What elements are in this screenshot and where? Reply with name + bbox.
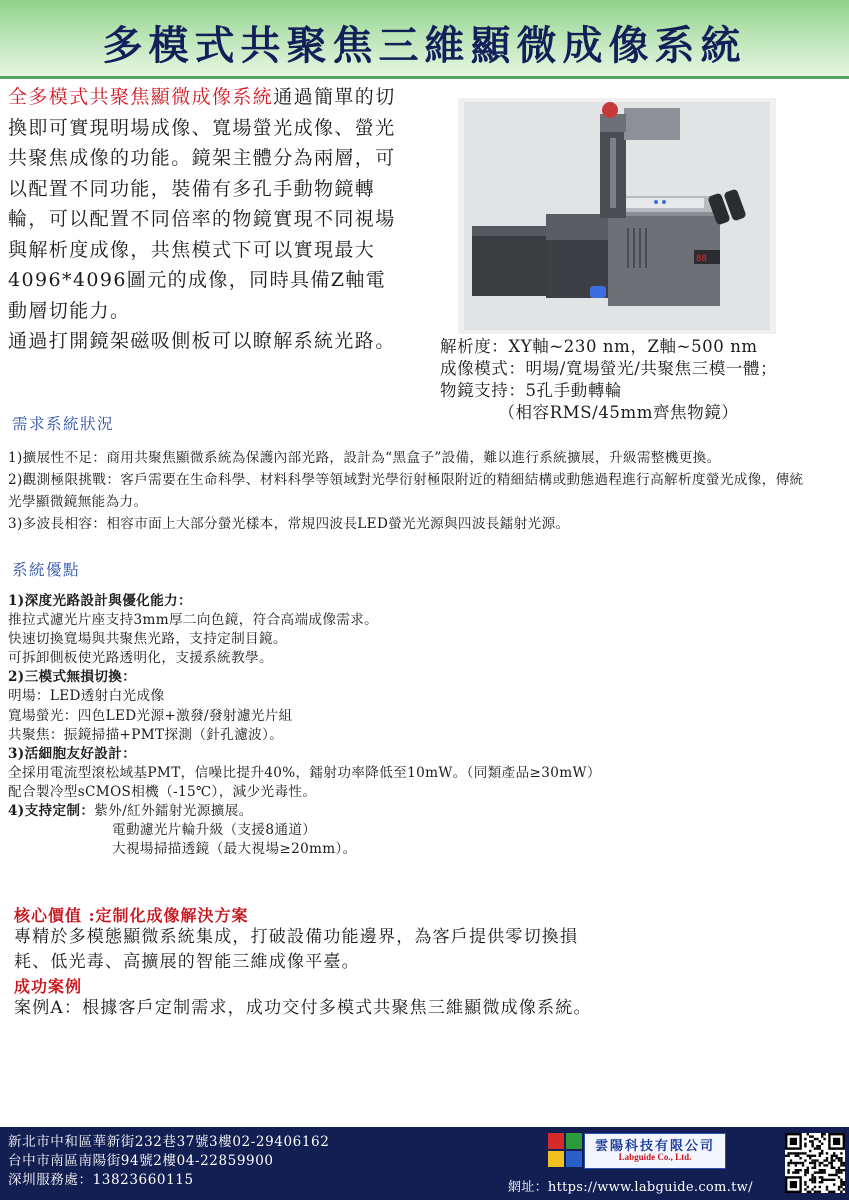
qr-module — [823, 1133, 825, 1135]
qr-module — [814, 1167, 816, 1169]
qr-module — [809, 1155, 811, 1157]
qr-module — [821, 1181, 823, 1183]
qr-module — [804, 1152, 806, 1154]
spec-list — [440, 336, 849, 424]
spec-imaging-mode: 成像模式：明場/寬場螢光/共聚焦三模一體； — [440, 359, 778, 378]
qr-module — [838, 1157, 840, 1159]
qr-module — [838, 1169, 840, 1171]
qr-module — [821, 1150, 823, 1152]
qr-module — [840, 1164, 842, 1166]
core-value-title: 核心價值 :定制化成像解決方案 — [14, 906, 249, 925]
qr-module — [807, 1155, 809, 1157]
qr-module — [821, 1179, 823, 1181]
qr-module — [814, 1147, 816, 1149]
qr-module — [795, 1164, 797, 1166]
qr-module — [787, 1164, 789, 1166]
qr-module — [814, 1191, 816, 1193]
qr-module — [790, 1152, 792, 1154]
qr-module — [826, 1186, 828, 1188]
qr-module — [797, 1169, 799, 1171]
qr-module — [809, 1162, 811, 1164]
qr-module — [821, 1152, 823, 1154]
qr-module — [831, 1174, 833, 1176]
logo-mark-icon — [548, 1133, 582, 1167]
adv-line: 電動濾光片輪升級（支援8通道） — [112, 822, 317, 839]
qr-module — [809, 1140, 811, 1142]
qr-module — [804, 1181, 806, 1183]
left-light-box — [472, 226, 552, 296]
qr-module — [802, 1162, 804, 1164]
adv-heading: 4)支持定制： — [8, 803, 95, 820]
qr-module — [807, 1186, 809, 1188]
qr-module — [804, 1174, 806, 1176]
qr-module — [797, 1152, 799, 1154]
spec-objective: 物鏡支持：5孔手動轉輪 — [440, 381, 623, 400]
qr-module — [821, 1133, 823, 1135]
slide — [620, 198, 704, 208]
qr-module — [807, 1167, 809, 1169]
qr-module — [840, 1181, 842, 1183]
adv-heading: 3)活細胞友好設計： — [8, 745, 137, 762]
qr-module — [821, 1169, 823, 1171]
qr-module — [816, 1159, 818, 1161]
qr-module — [826, 1188, 828, 1190]
qr-module — [811, 1143, 813, 1145]
qr-module — [814, 1159, 816, 1161]
qr-module — [833, 1159, 835, 1161]
qr-module — [835, 1174, 837, 1176]
qr-module — [811, 1167, 813, 1169]
qr-module — [804, 1138, 806, 1140]
qr-module — [840, 1169, 842, 1171]
qr-module — [828, 1174, 830, 1176]
qr-module — [814, 1186, 816, 1188]
qr-module — [819, 1171, 821, 1173]
qr-module — [835, 1157, 837, 1159]
qr-module — [795, 1155, 797, 1157]
page-title: 多模式共聚焦三維顯微成像系統 — [102, 22, 747, 69]
qr-module — [809, 1150, 811, 1152]
qr-module — [795, 1152, 797, 1154]
qr-module — [823, 1179, 825, 1181]
adv-line: 大視場掃描透鏡（最大視場≥20mm）。 — [112, 841, 357, 858]
qr-module — [831, 1167, 833, 1169]
address-shenzhen: 深圳服務處：13823660115 — [8, 1172, 194, 1188]
qr-module — [814, 1162, 816, 1164]
address-taipei: 新北市中和區華新街232巷37號3樓02-29406162 — [8, 1134, 330, 1150]
adv-heading: 2)三模式無損切換： — [8, 669, 137, 686]
qr-module — [807, 1191, 809, 1193]
qr-module — [833, 1152, 835, 1154]
qr-module — [804, 1188, 806, 1190]
qr-module — [809, 1157, 811, 1159]
qr-module — [838, 1186, 840, 1188]
adv-line: 共聚焦：振鏡掃描+PMT探測（針孔濾波）。 — [8, 726, 284, 743]
qr-module — [811, 1135, 813, 1137]
qr-module — [811, 1155, 813, 1157]
qr-module — [807, 1133, 809, 1135]
qr-module — [785, 1155, 787, 1157]
qr-module — [833, 1191, 835, 1193]
qr-module — [835, 1155, 837, 1157]
svg-text:88: 88 — [696, 254, 707, 264]
qr-module — [804, 1171, 806, 1173]
qr-module — [835, 1169, 837, 1171]
qr-module — [826, 1152, 828, 1154]
qr-module — [819, 1140, 821, 1142]
spec-resolution: 解析度：XY軸~230 nm，Z軸~500 nm — [440, 337, 758, 356]
qr-module — [799, 1162, 801, 1164]
qr-module — [819, 1176, 821, 1178]
qr-finder-core — [833, 1138, 840, 1145]
qr-module — [831, 1162, 833, 1164]
qr-module — [819, 1155, 821, 1157]
qr-module — [843, 1181, 845, 1183]
qr-module — [814, 1155, 816, 1157]
qr-module — [814, 1164, 816, 1166]
qr-module — [790, 1159, 792, 1161]
qr-module — [840, 1191, 842, 1193]
qr-module — [809, 1179, 811, 1181]
qr-module — [838, 1176, 840, 1178]
qr-module — [819, 1164, 821, 1166]
qr-module — [811, 1188, 813, 1190]
microscope-image — [458, 98, 776, 334]
qr-code-icon[interactable] — [785, 1133, 845, 1193]
qr-module — [819, 1152, 821, 1154]
intro-highlight: 全多模式共聚焦顯微成像系統 — [8, 86, 274, 108]
qr-module — [807, 1171, 809, 1173]
qr-module — [811, 1162, 813, 1164]
qr-module — [814, 1176, 816, 1178]
adv-line: 配合製冷型sCMOS相機（-15℃），減少光毒性。 — [8, 783, 317, 800]
qr-module — [799, 1157, 801, 1159]
qr-module — [787, 1171, 789, 1173]
need-item: 2)觀測極限挑戰：客戶需要在生命科學、材料科學等領域對光學衍射極限附近的精細結構或動態過程進行高解析度螢光成像，傳統光學顯微鏡無能為力。 — [8, 472, 804, 510]
qr-module — [840, 1162, 842, 1164]
qr-module — [811, 1176, 813, 1178]
need-item: 1)擴展性不足：商用共聚焦顯微系統為保護內部光路，設計為“黑盒子”設備，難以進行系統擴展，升級需整機更換。 — [8, 450, 721, 466]
footer-addresses — [8, 1133, 329, 1190]
qr-module — [797, 1162, 799, 1164]
case-text: 案例A：根據客戶定制需求，成功交付多模式共聚焦三維顯微成像系統。 — [14, 998, 592, 1018]
qr-module — [833, 1155, 835, 1157]
qr-module — [823, 1171, 825, 1173]
z-screw — [610, 138, 616, 208]
qr-module — [831, 1179, 833, 1181]
advantages-list — [8, 592, 828, 859]
qr-module — [811, 1179, 813, 1181]
qr-module — [826, 1164, 828, 1166]
qr-module — [843, 1162, 845, 1164]
qr-module — [807, 1169, 809, 1171]
logo-english-name: Labguide Co., Ltd. — [618, 1152, 692, 1162]
qr-module — [840, 1179, 842, 1181]
adv-line: 推拉式濾光片座支持3mm厚二向色鏡，符合高端成像需求。 — [8, 612, 379, 629]
qr-module — [821, 1171, 823, 1173]
qr-module — [795, 1169, 797, 1171]
qr-module — [816, 1145, 818, 1147]
adv-line: 可拆卸側板使光路透明化，支援系統教學。 — [8, 650, 273, 667]
qr-module — [809, 1135, 811, 1137]
qr-module — [804, 1145, 806, 1147]
qr-module — [838, 1171, 840, 1173]
qr-module — [835, 1171, 837, 1173]
qr-module — [811, 1181, 813, 1183]
qr-module — [819, 1186, 821, 1188]
qr-module — [828, 1179, 830, 1181]
qr-module — [831, 1155, 833, 1157]
needs-label: 需求系統狀況 — [12, 415, 115, 433]
spec-objective-note: （相容RMS/45mm齊焦物鏡） — [440, 403, 739, 422]
qr-module — [823, 1164, 825, 1166]
qr-module — [797, 1171, 799, 1173]
qr-module — [819, 1169, 821, 1171]
qr-module — [797, 1155, 799, 1157]
qr-module — [802, 1164, 804, 1166]
qr-module — [814, 1179, 816, 1181]
website-link[interactable]: 網址：https://www.labguide.com.tw/ — [508, 1180, 753, 1195]
qr-module — [792, 1171, 794, 1173]
advantages-label: 系統優點 — [12, 561, 81, 579]
qr-module — [843, 1183, 845, 1185]
qr-module — [814, 1181, 816, 1183]
adv-line: 明場：LED透射白光成像 — [8, 688, 165, 705]
qr-module — [811, 1174, 813, 1176]
qr-module — [811, 1159, 813, 1161]
adv-heading: 1)深度光路設計與優化能力： — [8, 593, 192, 609]
qr-module — [787, 1155, 789, 1157]
qr-module — [831, 1157, 833, 1159]
qr-module — [831, 1191, 833, 1193]
adv-line: 全採用電流型滾松域基PMT，信噪比提升40%，鐳射功率降低至10mW。（同類產品≥30mW） — [8, 764, 601, 781]
qr-module — [821, 1135, 823, 1137]
qr-module — [802, 1152, 804, 1154]
intro-paragraph — [8, 82, 406, 357]
adv-line: 寬場螢光：四色LED光源+激發/發射濾光片組 — [8, 707, 293, 724]
qr-module — [809, 1191, 811, 1193]
qr-module — [833, 1183, 835, 1185]
qr-module — [840, 1159, 842, 1161]
qr-module — [792, 1162, 794, 1164]
qr-module — [819, 1191, 821, 1193]
qr-module — [787, 1152, 789, 1154]
red-cap — [602, 102, 618, 118]
core-value-text: 專精於多模態顯微系統集成，打破設備功能邊界，為客戶提供零切換損耗、低光毒、高擴展的智能三維成像平臺。 — [14, 927, 579, 972]
qr-module — [821, 1162, 823, 1164]
qr-module — [838, 1188, 840, 1190]
qr-module — [826, 1159, 828, 1161]
logo-text-box — [584, 1133, 726, 1169]
qr-module — [843, 1169, 845, 1171]
qr-module — [804, 1183, 806, 1185]
intro-text-2: 通過打開鏡架磁吸側板可以瞭解系統光路。 — [8, 330, 396, 352]
logo-company-name: 雲陽科技有限公司 — [594, 1139, 715, 1154]
adv-heading-rest: 紫外/紅外鐳射光源擴展。 — [94, 803, 253, 820]
adv-line-custom — [8, 802, 828, 821]
qr-module — [831, 1159, 833, 1161]
light-housing — [624, 108, 680, 140]
address-taichung: 台中市南區南陽街94號2樓04-22859900 — [8, 1153, 274, 1169]
qr-finder-core — [790, 1138, 797, 1145]
qr-module — [831, 1164, 833, 1166]
qr-module — [843, 1164, 845, 1166]
qr-module — [787, 1162, 789, 1164]
qr-module — [804, 1169, 806, 1171]
qr-module — [811, 1140, 813, 1142]
qr-module — [840, 1186, 842, 1188]
qr-finder-core — [790, 1181, 797, 1188]
adv-line: 快速切換寬場與共聚焦光路，支持定制目鏡。 — [8, 631, 287, 648]
qr-module — [799, 1169, 801, 1171]
qr-module — [828, 1191, 830, 1193]
qr-module — [828, 1162, 830, 1164]
qr-module — [795, 1162, 797, 1164]
blue-knob — [590, 286, 606, 298]
qr-module — [795, 1171, 797, 1173]
qr-module — [816, 1147, 818, 1149]
qr-module — [790, 1162, 792, 1164]
qr-module — [838, 1167, 840, 1169]
qr-module — [819, 1147, 821, 1149]
qr-module — [840, 1157, 842, 1159]
qr-module — [819, 1145, 821, 1147]
qr-module — [823, 1159, 825, 1161]
qr-module — [833, 1167, 835, 1169]
qr-module — [804, 1159, 806, 1161]
qr-module — [799, 1152, 801, 1154]
case-title: 成功案例 — [14, 977, 83, 996]
qr-module — [821, 1143, 823, 1145]
qr-module — [792, 1152, 794, 1154]
qr-module — [811, 1145, 813, 1147]
intro-text: 通過簡單的切換即可實現明場成像、寬場螢光成像、螢光共聚焦成像的功能。鏡架主體分為兩層，可以配置不同功能，裝備有多孔手動物鏡轉輪，可以配置不同倍率的物鏡實現不同視場與解析度成像，共焦模式下可以實現最大4096*4096圖元的成像，同時具備Z軸電動層切能力。 — [8, 86, 396, 322]
qr-module — [833, 1174, 835, 1176]
qr-module — [819, 1181, 821, 1183]
qr-module — [816, 1191, 818, 1193]
qr-module — [816, 1171, 818, 1173]
qr-module — [804, 1143, 806, 1145]
qr-module — [823, 1169, 825, 1171]
needs-list — [8, 447, 808, 535]
qr-module — [787, 1169, 789, 1171]
qr-module — [833, 1179, 835, 1181]
qr-module — [816, 1138, 818, 1140]
qr-module — [823, 1138, 825, 1140]
qr-module — [814, 1138, 816, 1140]
qr-module — [838, 1159, 840, 1161]
qr-module — [821, 1176, 823, 1178]
qr-module — [840, 1171, 842, 1173]
qr-module — [840, 1152, 842, 1154]
company-logo — [548, 1131, 724, 1167]
qr-module — [840, 1183, 842, 1185]
qr-module — [819, 1162, 821, 1164]
qr-module — [826, 1179, 828, 1181]
qr-module — [814, 1171, 816, 1173]
qr-module — [826, 1157, 828, 1159]
need-item: 3)多波長相容：相容市面上大部分螢光樣本，常規四波長LED螢光光源與四波長鐳射光源。 — [8, 516, 570, 532]
qr-module — [843, 1188, 845, 1190]
